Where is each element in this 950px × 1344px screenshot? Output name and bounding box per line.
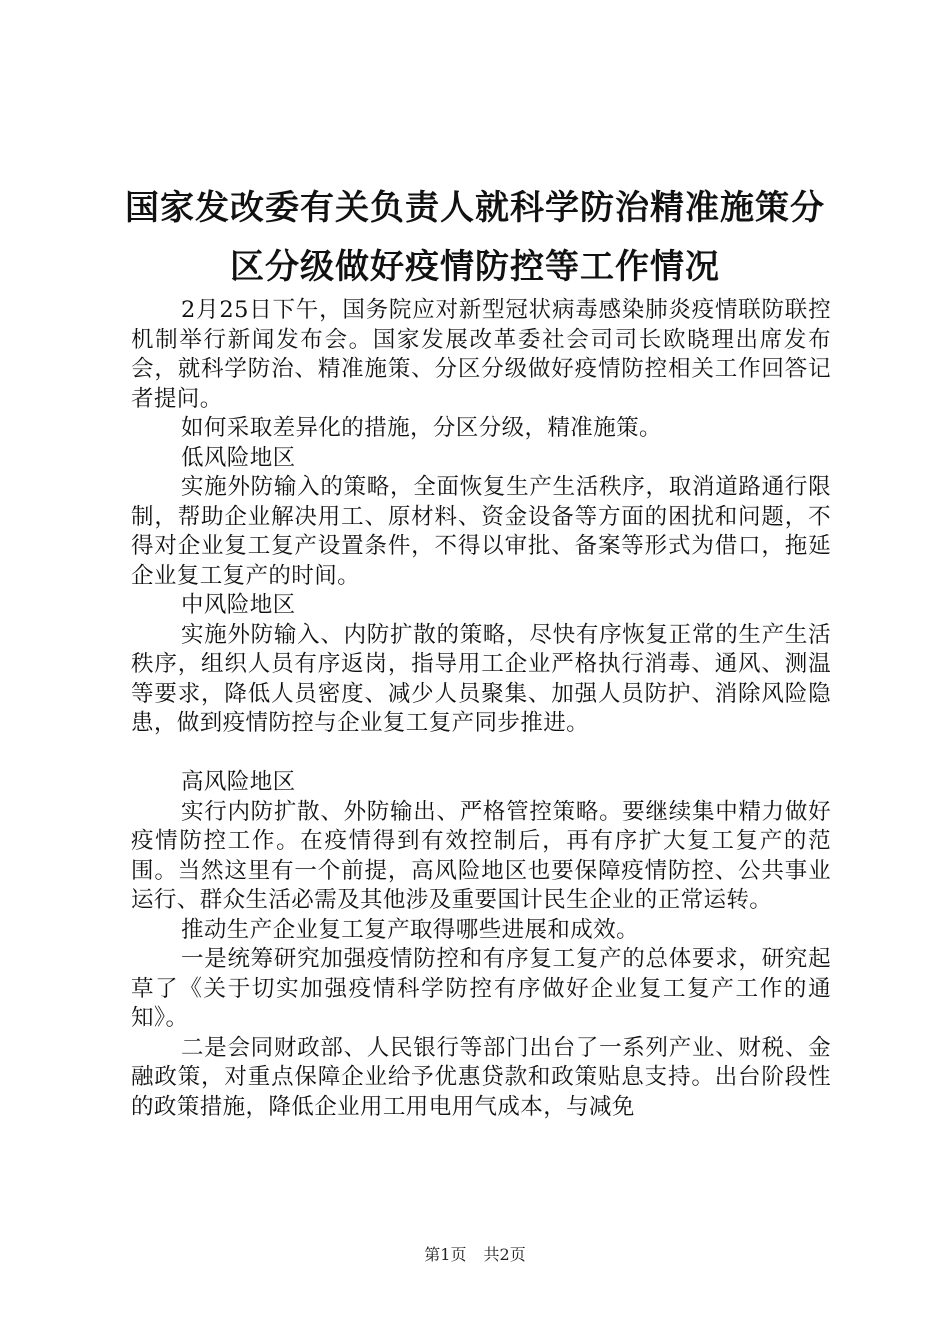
page-number-current: 第1页: [424, 1245, 467, 1264]
paragraph-intro: 2月25日下午，国务院应对新型冠状病毒感染肺炎疫情联防联控机制举行新闻发布会。国家发展改革委社会司司长欧晓理出席发布会，就科学防治、精准施策、分区分级做好疫情防控相关工作回答记者提问。: [131, 297, 831, 412]
page-number-total: 共2页: [483, 1245, 526, 1264]
heading-high-risk: 高风险地区: [181, 769, 296, 795]
paragraph-question-2: 推动生产企业复工复产取得哪些进展和成效。: [181, 916, 640, 943]
paragraph-medium-risk: 实施外防输入、内防扩散的策略，尽快有序恢复正常的生产生活秩序，组织人员有序返岗，指导用工企业严格执行消毒、通风、测温等要求，降低人员密度、减少人员聚集、加强人员防护、消除风险隐患，做到疫情防控与企业复工复产同步推进。: [131, 621, 831, 736]
document-body: [131, 296, 831, 1122]
page-footer: [0, 1245, 950, 1265]
blank-line: [131, 739, 831, 769]
document-title-line-1: 国家发改委有关负责人就科学防治精准施策分: [125, 188, 825, 228]
document-title-line-2: 区分级做好疫情防控等工作情况: [230, 247, 720, 287]
paragraph-question-1: 如何采取差异化的措施，分区分级，精准施策。: [181, 415, 662, 441]
paragraph-high-risk: 实行内防扩散、外防输出、严格管控策略。要继续集中精力做好疫情防控工作。在疫情得到有效控制后，再有序扩大复工复产的范围。当然这里有一个前提，高风险地区也要保障疫情防控、公共事业运行、群众生活必需及其他涉及重要国计民生企业的正常运转。: [131, 798, 831, 913]
heading-medium-risk: 中风险地区: [181, 592, 296, 618]
paragraph-point-2: 二是会同财政部、人民银行等部门出台了一系列产业、财税、金融政策，对重点保障企业给予优惠贷款和政策贴息支持。出台阶段性的政策措施，降低企业用工用电用气成本，与减免: [131, 1034, 831, 1120]
heading-low-risk: 低风险地区: [181, 444, 296, 471]
paragraph-point-1: 一是统筹研究加强疫情防控和有序复工复产的总体要求，研究起草了《关于切实加强疫情科学防控有序做好企业复工复产工作的通知》。: [131, 946, 831, 1031]
paragraph-low-risk: 实施外防输入的策略，全面恢复生产生活秩序，取消道路通行限制，帮助企业解决用工、原材料、资金设备等方面的困扰和问题，不得对企业复工复产设置条件，不得以审批、备案等形式为借口，拖延企业复工复产的时间。: [131, 474, 831, 589]
